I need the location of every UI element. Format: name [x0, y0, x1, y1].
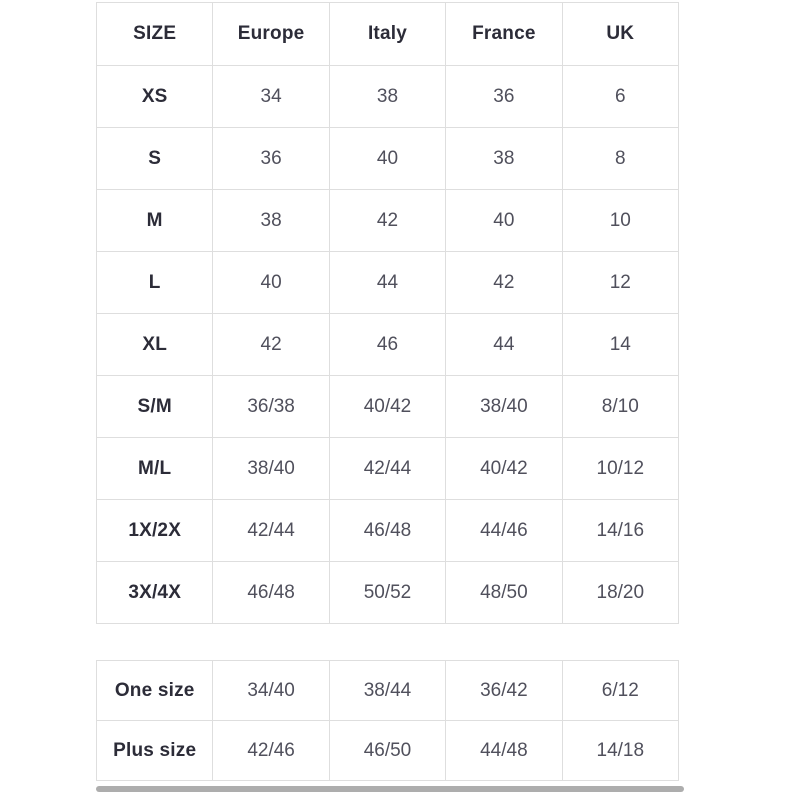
row-label-cell: XL [97, 314, 213, 376]
size-value-cell: 38 [213, 190, 329, 252]
table-row [97, 721, 679, 781]
size-value-cell: 34 [213, 66, 329, 128]
size-value-cell: 36/38 [213, 376, 329, 438]
size-value-cell: 42/44 [329, 438, 445, 500]
size-value-cell: 42 [446, 252, 562, 314]
size-value-cell: 48/50 [446, 562, 562, 624]
column-header: Italy [329, 3, 445, 66]
size-value-cell: 42 [213, 314, 329, 376]
row-label-cell: XS [97, 66, 213, 128]
size-value-cell: 36 [446, 66, 562, 128]
size-value-cell: 40 [446, 190, 562, 252]
size-value-cell: 42/44 [213, 500, 329, 562]
size-value-cell: 38 [329, 66, 445, 128]
size-value-cell: 38/40 [213, 438, 329, 500]
row-label-cell: 3X/4X [97, 562, 213, 624]
size-value-cell: 14/16 [562, 500, 678, 562]
size-chart-panel [96, 2, 684, 792]
row-label-cell: Plus size [97, 721, 213, 781]
size-value-cell: 40 [213, 252, 329, 314]
size-value-cell: 46/50 [329, 721, 445, 781]
size-value-cell: 44 [446, 314, 562, 376]
size-value-cell: 40/42 [446, 438, 562, 500]
row-label-cell: L [97, 252, 213, 314]
row-label-cell: M/L [97, 438, 213, 500]
size-value-cell: 10 [562, 190, 678, 252]
table-row [97, 500, 679, 562]
size-value-cell: 46/48 [329, 500, 445, 562]
size-value-cell: 36/42 [446, 661, 562, 721]
table-row [97, 314, 679, 376]
size-value-cell: 46 [329, 314, 445, 376]
table-row [97, 376, 679, 438]
row-label-cell: One size [97, 661, 213, 721]
table-row [97, 190, 679, 252]
row-label-cell: S [97, 128, 213, 190]
size-value-cell: 46/48 [213, 562, 329, 624]
row-label-cell: 1X/2X [97, 500, 213, 562]
size-value-cell: 8/10 [562, 376, 678, 438]
table-row [97, 128, 679, 190]
one-size-plus-size-table [96, 660, 679, 781]
horizontal-scrollbar[interactable] [96, 786, 684, 792]
size-value-cell: 18/20 [562, 562, 678, 624]
size-value-cell: 44 [329, 252, 445, 314]
size-value-cell: 12 [562, 252, 678, 314]
header-row [97, 3, 679, 66]
size-value-cell: 42/46 [213, 721, 329, 781]
size-conversion-table [96, 2, 679, 624]
table-row [97, 438, 679, 500]
size-value-cell: 50/52 [329, 562, 445, 624]
row-label-cell: S/M [97, 376, 213, 438]
size-value-cell: 44/48 [446, 721, 562, 781]
size-value-cell: 38/40 [446, 376, 562, 438]
size-value-cell: 14/18 [562, 721, 678, 781]
size-value-cell: 36 [213, 128, 329, 190]
column-header: UK [562, 3, 678, 66]
size-value-cell: 40 [329, 128, 445, 190]
row-label-cell: M [97, 190, 213, 252]
size-value-cell: 44/46 [446, 500, 562, 562]
size-value-cell: 10/12 [562, 438, 678, 500]
table-row [97, 562, 679, 624]
table-row [97, 252, 679, 314]
size-value-cell: 34/40 [213, 661, 329, 721]
column-header: SIZE [97, 3, 213, 66]
size-value-cell: 6 [562, 66, 678, 128]
size-value-cell: 38/44 [329, 661, 445, 721]
column-header: Europe [213, 3, 329, 66]
size-value-cell: 38 [446, 128, 562, 190]
size-value-cell: 40/42 [329, 376, 445, 438]
size-value-cell: 6/12 [562, 661, 678, 721]
table-row [97, 661, 679, 721]
size-value-cell: 14 [562, 314, 678, 376]
column-header: France [446, 3, 562, 66]
size-value-cell: 8 [562, 128, 678, 190]
size-value-cell: 42 [329, 190, 445, 252]
table-row [97, 66, 679, 128]
